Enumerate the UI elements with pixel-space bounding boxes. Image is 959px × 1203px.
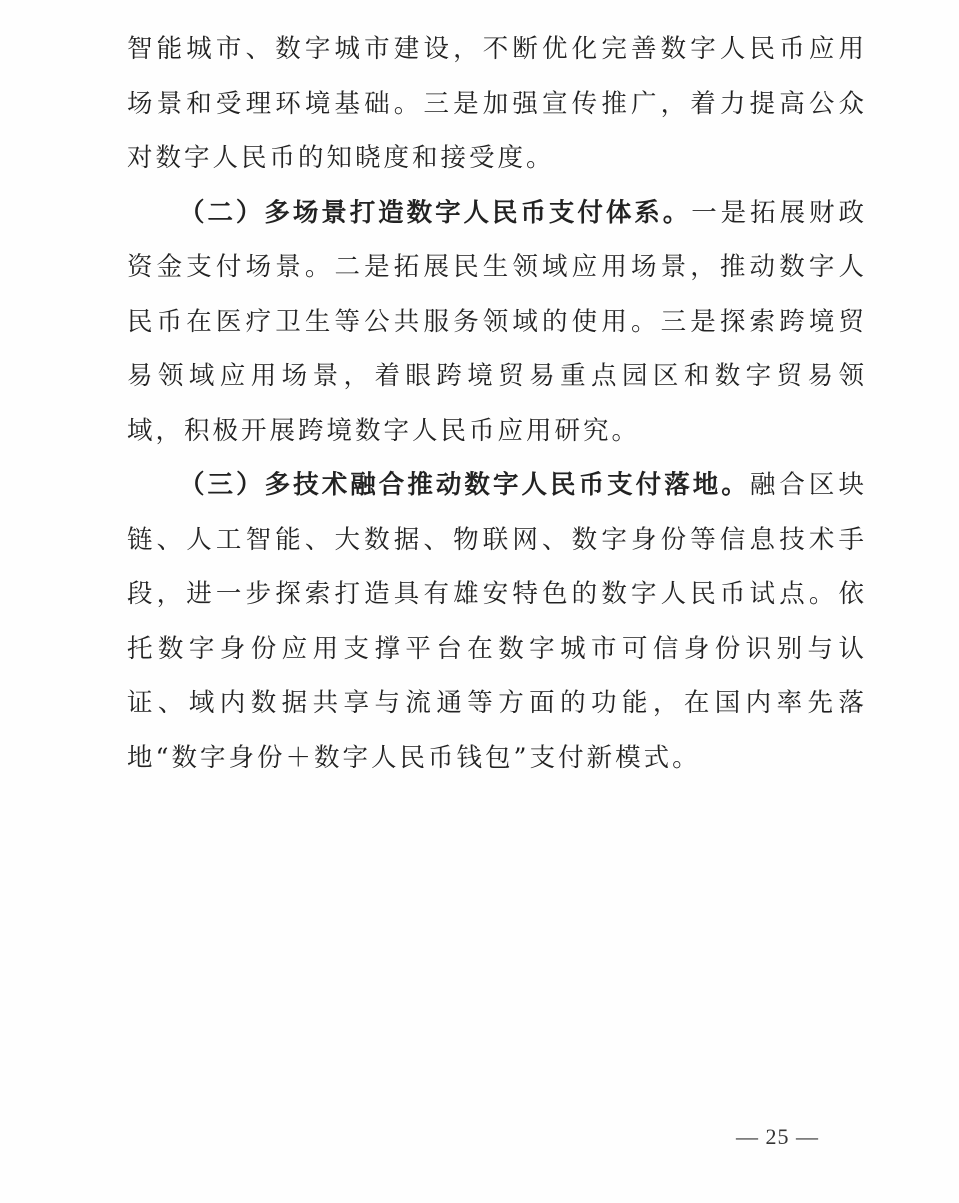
paragraph-text: 融合区块链、人工智能、大数据、物联网、数字身份等信息技术手段，进一步探索打造具有雄安特色的数字人民币试点。依托数字身份应用支撑平台在数字城市可信身份识别与认证、域内数据共享与流通等方面的功能，在国内率先落地“数字身份＋数字人民币钱包”支付新模式。 — [127, 470, 867, 773]
paragraph-text: 一是拓展财政资金支付场景。二是拓展民生领域应用场景，推动数字人民币在医疗卫生等公共服务领域的使用。三是探索跨境贸易领域应用场景，着眼跨境贸易重点园区和数字贸易领域，积极开展跨境数字人民币应用研究。 — [127, 197, 867, 446]
document-body — [127, 22, 867, 785]
paragraph-continuation — [127, 22, 867, 186]
paragraph-section-3 — [127, 458, 867, 785]
page-number: — 25 — — [736, 1124, 819, 1149]
section-heading: （二）多场景打造数字人民币支付体系。 — [179, 197, 692, 228]
section-heading: （三）多技术融合推动数字人民币支付落地。 — [179, 470, 750, 500]
paragraph-text: 智能城市、数字城市建设，不断优化完善数字人民币应用场景和受理环境基础。三是加强宣传推广，着力提高公众对数字人民币的知晓度和接受度。 — [127, 34, 867, 173]
paragraph-section-2 — [127, 186, 867, 459]
